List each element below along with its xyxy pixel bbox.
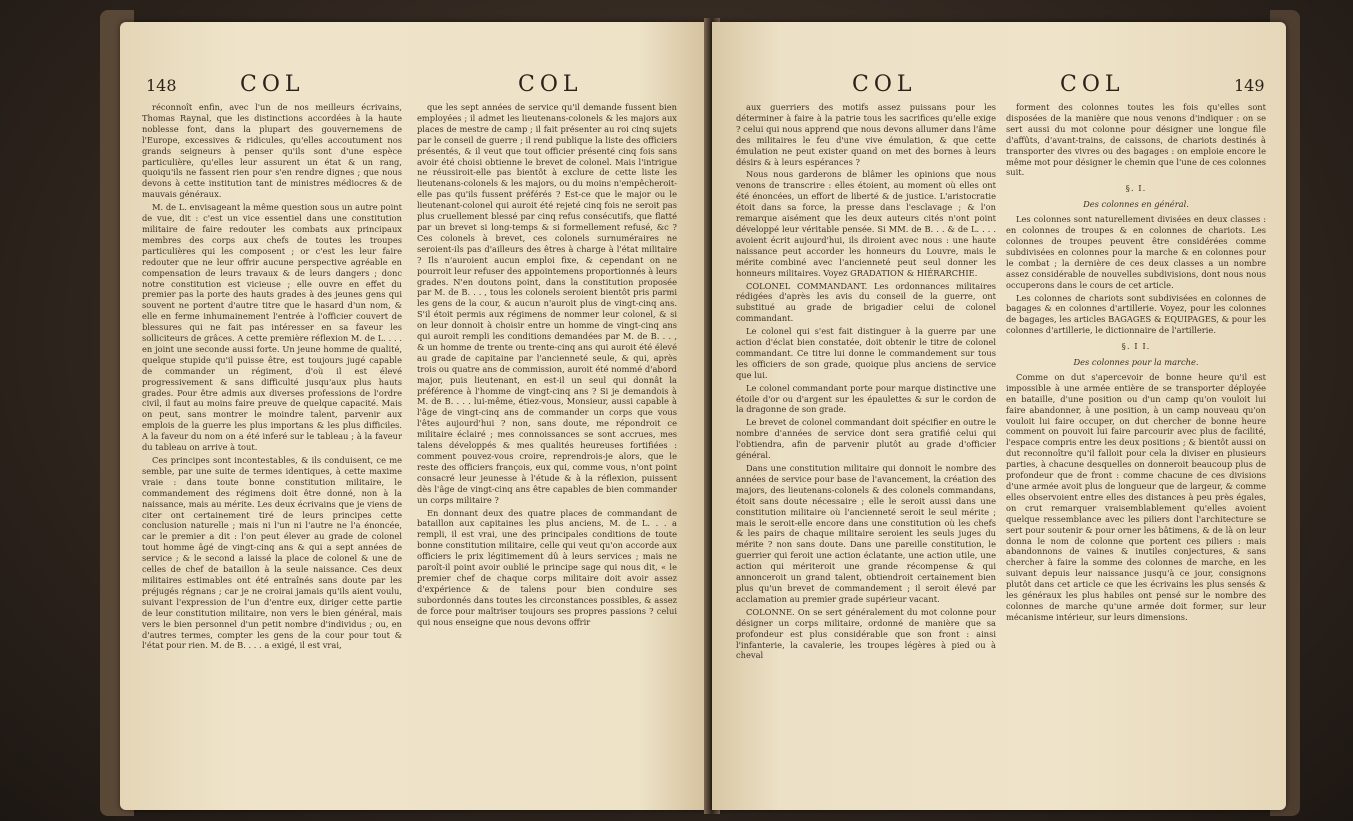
paragraph: forment des colonnes toutes les fois qu'elles sont disposées de la manière que nous venons d'indiquer : on se sert aussi du mot colonne pour désigner une longue file d'affûts, d'avant-trains, de caissons, de chariots destinés à transporter des vivres ou des bagages : on emploie encore le même mot pour désigner le chemin que l'une de ces colonnes suit. bbox=[1006, 102, 1267, 178]
open-book bbox=[40, 8, 1330, 816]
left-page-column-2 bbox=[417, 102, 677, 630]
paragraph: Nous nous garderons de blâmer les opinions que nous venons de transcrire : elles étoient, au moment où elles ont été énoncées, un effort de liberté & de justice. L'aristocratie étoit dans sa force, la presse dans l'esclavage ; & l'on remarque aisément que les deux auteurs cités n'ont point développé leur véritable pensée. Si MM. de B. . . & de L. . . . avoient écrit aujourd'hui, ils diroient avec nous : une haute naissance peut accorder les honneurs du Louvre, mais le mérite combiné avec l'ancienneté peut seul donner les honneurs militaires. Voyez GRADATION & HIÉRARCHIE. bbox=[736, 169, 996, 278]
paragraph: aux guerriers des motifs assez puissans pour les déterminer à faire à la patrie tous les sacrifices qu'elle exige ? celui qui nous apprend que nous devons allumer dans l'âme des militaires le feu d'une vive émulation, & que cette émulation ne peut exister quand on met des bornes à leurs désirs & à leurs espérances ? bbox=[736, 102, 996, 167]
running-head-right-a: COL bbox=[852, 72, 917, 97]
section-title: Des colonnes pour la marche. bbox=[1073, 357, 1199, 368]
page-number-left: 148 bbox=[146, 76, 177, 95]
section-number: §. I I. bbox=[1121, 342, 1151, 353]
paragraph: Les colonnes de chariots sont subdivisées en colonnes de bagages & en colonnes d'artillerie. Voyez, pour les colonnes de bagages, les articles BAGAGES & EQUIPAGES, & pour les colonnes d'artillerie, le dictionnaire de l'artillerie. bbox=[1006, 292, 1266, 336]
paragraph: Dans une constitution militaire qui donnoit le nombre des années de service pour base de l'avancement, la création des majors, des lieutenans-colonels & des colonels commandans, étoit sans doute nécessaire ; elle le seroit aussi dans une constitution militaire où l'ancienneté seroit le seul mérite ; mais le seroit-elle encore dans une constitution où les chefs & les pairs de chaque militaire seroient les seuls juges du mérite ? non sans doute. Dans une pareille constitution, le guerrier qui feroit une action éclatante, une action utile, une action qui mériteroit une grande récompense & qui annonceroit un grand talent, obtiendroit certainement bien plus qu'un brevet de commandement ; il seroit élevé par acclamation au premier grade supérieur vacant. bbox=[736, 463, 996, 604]
left-page bbox=[120, 22, 710, 810]
running-head-right-b: COL bbox=[1060, 72, 1125, 97]
paragraph: En donnant deux des quatre places de commandant de bataillon aux capitaines les plus anciens, M. de L. . . a rempli, il est vrai, une des principales conditions de toute bonne constitution militaire, celle qui veut qu'on accorde aux officiers le prix légitimement dû à leurs services ; mais ne paroît-il point avoir oublié le principe sage qui nous dit, « le premier chef de chaque corps militaire doit avoir assez d'expérience & de talens pour bien conduire ses subordonnés dans toutes les circonstances possibles, & assez de force pour maîtriser toujours ses propres passions ? celui qui nous enseigne que nous devons offrir bbox=[417, 507, 677, 627]
page-number-right: 149 bbox=[1234, 76, 1265, 95]
paragraph: Ces principes sont incontestables, & ils conduisent, ce me semble, par une suite de termes identiques, à cette maxime vraie : dans toute bonne constitution militaire, le commandement des régimens doit être donné, non à la naissance, mais au mérite. Les deux écrivains que je viens de citer ont certainement tiré de leurs principes cette conclusion naturelle ; mais ni l'un ni l'autre ne l'a énoncée, car le premier a dit : l'on peut élever au grade de colonel tout homme âgé de vingt-cinq ans & qui a sept années de service ; & le second a laissé la place de colonel & une de celles de chef de bataillon à la seule naissance. Ces deux militaires estimables ont été entraînés sans doute par les préjugés régnans ; car je ne croirai jamais qu'ils aient voulu, suivant l'expression de l'un d'entre eux, diriger cette partie de leur constitution militaire, non vers le bien général, mais vers le bien personnel d'un petit nombre d'individus ; ou, en d'autres termes, compter les gens de la cour pour tout & l'état pour rien. M. de B. . . . a exigé, il est vrai, bbox=[142, 455, 402, 651]
paragraph: Les colonnes sont naturellement divisées en deux classes : en colonnes de troupes & en colonnes de chariots. Les colonnes de troupes peuvent être considérées comme subdivisées en colonnes pour la marche & en colonnes pour le combat ; la dernière de ces deux classes a un nombre assez considérable de nouvelles subdivisions, dont nous nous occuperons dans le cours de cet article. bbox=[1006, 214, 1266, 290]
paragraph: Le colonel qui s'est fait distinguer à la guerre par une action d'éclat bien constatée, doit obtenir le titre de colonel commandant. Ce titre lui donne le commandement sur tous les officiers de son grade, quoique plus anciens de service que lui. bbox=[736, 326, 996, 380]
paragraph: COLONNE. On se sert généralement du mot colonne pour désigner un corps militaire, ordonné de manière que sa profondeur est plus considérable que son front : ainsi l'infanterie, la cavalerie, les troupes légères à pied ou à cheval bbox=[736, 606, 996, 661]
section-number: §. I. bbox=[1125, 184, 1147, 195]
running-head-left-b: COL bbox=[518, 72, 583, 97]
paragraph: Comme on dut s'apercevoir de bonne heure qu'il est impossible à une armée entière de se transporter déployée en bataille, d'une position ou d'un camp qu'on vouloit lui faire abandonner, à une position, à un camp nouveau qu'on vouloit lui faire occuper, on dut chercher de bonne heure comment on pouvoit lui faire parcourir avec plus de facilité, l'espace compris entre les deux positions ; & bientôt aussi on dut reconnoître qu'il falloit pour cela la diviser en plusieurs parties, à chacune desquelles on donneroit beaucoup plus de profondeur que de front : comme chacune de ces divisions d'une armée avoit plus de longueur que de largeur, & comme elles observoient entre elles des distances à peu près égales, on crut remarquer vraisemblablement qu'elles avoient quelque ressemblance avec les piliers dont l'architecture se sert pour soutenir & pour orner les bâtimens, & de là on leur donna le nom de colonne que portent ces piliers : mais abandonnons de vaines & inutiles conjectures, & sans chercher à faire la somme des colonnes de marche, en les suivant depuis leur naissance jusqu'à ce jour, consignons plutôt dans cet article ce que les écrivains les plus sensés & les généraux les plus habiles ont pensé sur le nombre des colonnes de marche qu'une armée doit former, sur leur mécanisme intérieur, sur leurs dimensions. bbox=[1006, 371, 1266, 622]
paragraph: Le colonel commandant porte pour marque distinctive une étoile d'or ou d'argent sur les épaulettes & sur le cordon de la dragonne de son grade. bbox=[736, 382, 996, 415]
paragraph: Le brevet de colonel commandant doit spécifier en outre le nombre d'années de service dont sera gratifié celui qui l'obtiendra, afin de parvenir plutôt au grade d'officier général. bbox=[736, 417, 996, 461]
right-page-column-1 bbox=[736, 102, 996, 663]
paragraph: que les sept années de service qu'il demande fussent bien employées ; il admet les lieutenans-colonels & les majors aux places de mestre de camp ; il fait présenter au roi cinq sujets par le conseil de guerre ; il rend publique la liste des officiers présentés, & il veut que tout officier présenté cinq fois sans avoir été choisi obtienne le brevet de colonel. Mais l'intrigue ne réussiroit-elle pas bientôt à exclure de cette liste les lieutenans-colonels & les majors, ou du moins n'empêcheroit-elle pas qu'ils fussent préférés ? Est-ce que le major ou le lieutenant-colonel qui auroit été rejeté cinq fois ne seroit pas plus cruellement blessé par cinq refus consécutifs, que flatté par un brevet si long-temps & si formellement refusé, &c ? Ces colonels à brevet, ces colonels surnuméraires ne seroient-ils pas d'ailleurs des êtres à charge à l'état militaire ? Ils n'auroient aucun emploi fixe, & cependant on ne pourroit leur refuser des appointemens proportionnés à leurs grades. N'en doutons point, dans la constitution proposée par M. de B. . . , tous les colonels seroient bientôt pris parmi les gens de la cour, & aucun n'auroit plus de vingt-cinq ans. S'il étoit permis aux régimens de nommer leur colonel, & si on leur donnoit à choisir entre un homme de vingt-cinq ans qui auroit rempli les conditions demandées par M. de B. . . , & un homme de trente ou trente-cinq ans qui auroit été élevé au grade de capitaine par l'ancienneté seule, & qui, après trois ou quatre ans de commission, auroit été nommé d'abord major, puis lieutenant, en est-il un seul qui donnât la préférence à l'homme de vingt-cinq ans ? Si je demandois à M. de B. . . . lui-même, étiez-vous, Monsieur, aussi capable à l'âge de vingt-cinq ans de commander un corps que vous l'êtes aujourd'hui ? non, sans doute, me répondroit ce militaire éclairé ; mes connoissances se sont accrues, mes talens développés & mes qualités heureuses fortifiées : comment pouvez-vous croire, reprendrois-je alors, que le reste des officiers françois, eux qui, comme vous, n'ont point consacré leur jeunesse à l'étude & à la réflexion, puissent dès l'âge de vingt-cinq ans être capables de bien commander un corps militaire ? bbox=[417, 102, 677, 505]
paragraph: M. de L. envisageant la même question sous un autre point de vue, dit : c'est un vice essentiel dans une constitution militaire de faire redouter les combats aux principaux membres des corps aux chefs de toutes les troupes particulières qui les composent ; or c'est les leur faire redouter que ne leur offrir aucune perspective agréable en compensation de leurs travaux & de leurs dangers ; donc notre constitution est vicieuse ; elle ouvre en effet du premier pas la porte des hauts grades à des jeunes gens qui souvent ne portent d'autre titre que le hasard d'un nom, & elle en ferme inhumainement l'entrée à l'officier couvert de blessures qui ne fait pas intéresser en sa faveur les solliciteurs de grâces. A cette première réflexion M. de L. . . . en joint une seconde aussi forte. Un jeune homme de qualité, quelque stupide qu'il puisse être, est toujours jugé capable de commander un régiment, d'où il est élevé progressivement & sans difficulté jusqu'aux plus hauts grades. Pour être admis aux diverses professions de l'ordre civil, il faut au moins faire preuve de quelque capacité. Mais on peut, sans montrer le moindre talent, parvenir aux emplois de la guerre les plus importans & les plus difficiles. A la faveur du nom on a été inferé sur le tableau ; à la faveur du tableau on arrive à tout. bbox=[142, 202, 402, 453]
right-page bbox=[712, 22, 1286, 810]
left-page-column-1 bbox=[142, 102, 402, 653]
paragraph: réconnoît enfin, avec l'un de nos meilleurs écrivains, Thomas Raynal, que les distinctions accordées à la haute noblesse font, dans la plupart des gouvernemens de l'Europe, excessives & ridicules, qu'elles accoutument nos grands seigneurs à penser qu'ils sont d'une espèce particulière, qu'elles leur assurent un état & un rang, quoiqu'ils ne fassent rien pour s'en rendre dignes ; que nous devons à cette institution tant de ministres médiocres & de mauvais généraux. bbox=[142, 102, 402, 200]
running-head-left-a: COL bbox=[240, 72, 305, 97]
section-title: Des colonnes en général. bbox=[1083, 199, 1189, 210]
right-page-column-2 bbox=[1006, 102, 1266, 625]
paragraph: COLONEL COMMANDANT. Les ordonnances militaires rédigées d'après les avis du conseil de la guerre, ont substitué au grade de brigadier celui de colonel commandant. bbox=[736, 280, 996, 324]
